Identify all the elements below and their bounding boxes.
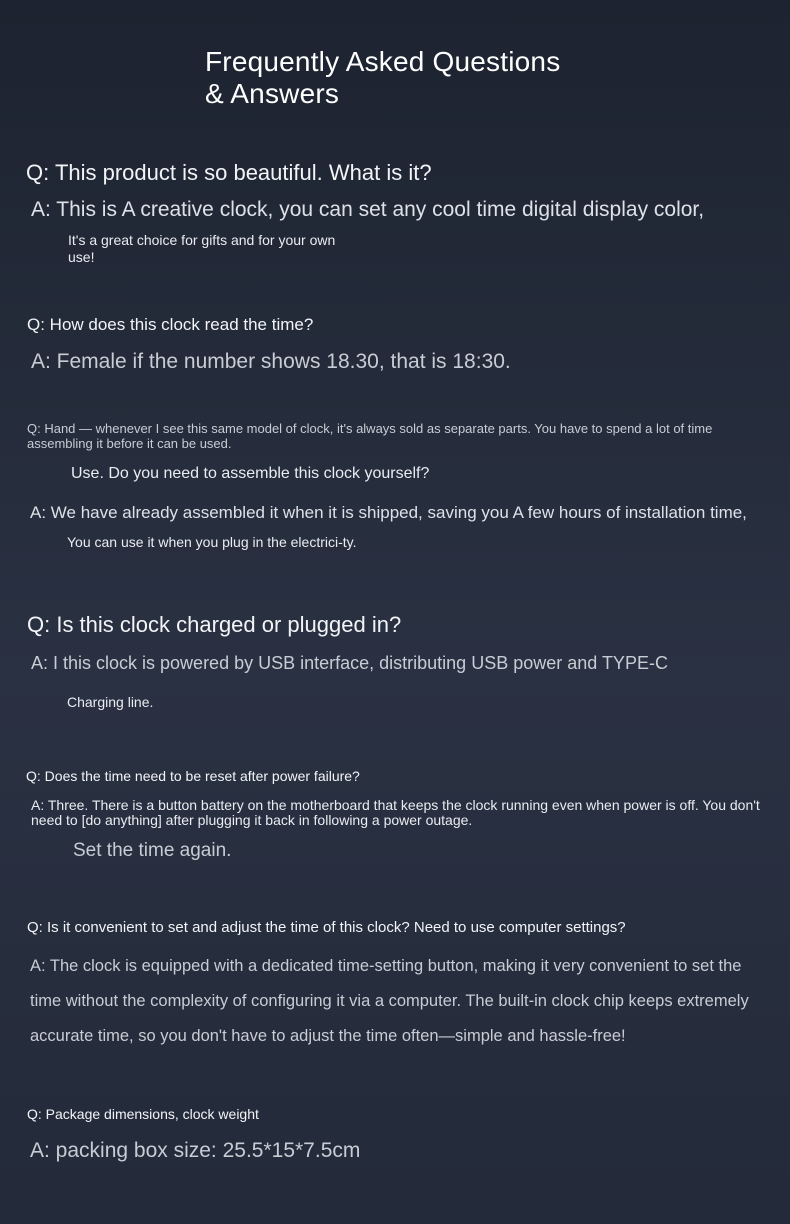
page-title-line-2: & Answers <box>205 78 340 109</box>
faq-question: Q: Is it convenient to set and adjust the time of this clock? Need to use computer settings? <box>27 919 626 936</box>
faq-answer-continuation: Set the time again. <box>73 840 232 861</box>
faq-answer: A: The clock is equipped with a dedicated time-setting button, making it very convenient to set the time without the complexity of configuring it via a computer. The built-in clock chip keeps extremely accurate time, so you don't have to adjust the time often—simple and hassle-free! <box>30 957 749 1045</box>
faq-answer: A: We have already assembled it when it is shipped, saving you A few hours of installation time, <box>30 503 747 522</box>
faq-question: Q: Does the time need to be reset after power failure? <box>26 768 360 784</box>
faq-question: Q: Hand — whenever I see this same model of clock, it's always sold as separate parts. You have to spend a lot of time assembling it before it can be used. <box>27 421 713 451</box>
faq-answer: A: Three. There is a button battery on the motherboard that keeps the clock running even when power is off. You don't need to [do anything] after plugging it back in following a power outage. <box>31 797 760 828</box>
faq-answer-continuation: Charging line. <box>67 694 154 710</box>
faq-answer-continuation: It's a great choice for gifts and for your own use! <box>68 232 336 265</box>
page-title <box>205 46 560 110</box>
faq-question: Q: Is this clock charged or plugged in? <box>27 612 402 637</box>
faq-answer: A: This is A creative clock, you can set any cool time digital display color, <box>31 198 705 221</box>
faq-question: Q: How does this clock read the time? <box>27 315 314 334</box>
faq-answer: A: Female if the number shows 18.30, that is 18:30. <box>31 350 511 373</box>
faq-question: Q: This product is so beautiful. What is it? <box>26 160 432 185</box>
page-title-line-1: Frequently Asked Questions <box>205 46 561 77</box>
faq-answer-continuation: You can use it when you plug in the electrici-ty. <box>67 534 357 550</box>
faq-question: Q: Package dimensions, clock weight <box>27 1106 259 1122</box>
faq-answer: A: packing box size: 25.5*15*7.5cm <box>30 1139 361 1162</box>
faq-question-continuation: Use. Do you need to assemble this clock yourself? <box>71 465 430 482</box>
faq-answer: A: I this clock is powered by USB interface, distributing USB power and TYPE-C <box>31 653 668 673</box>
